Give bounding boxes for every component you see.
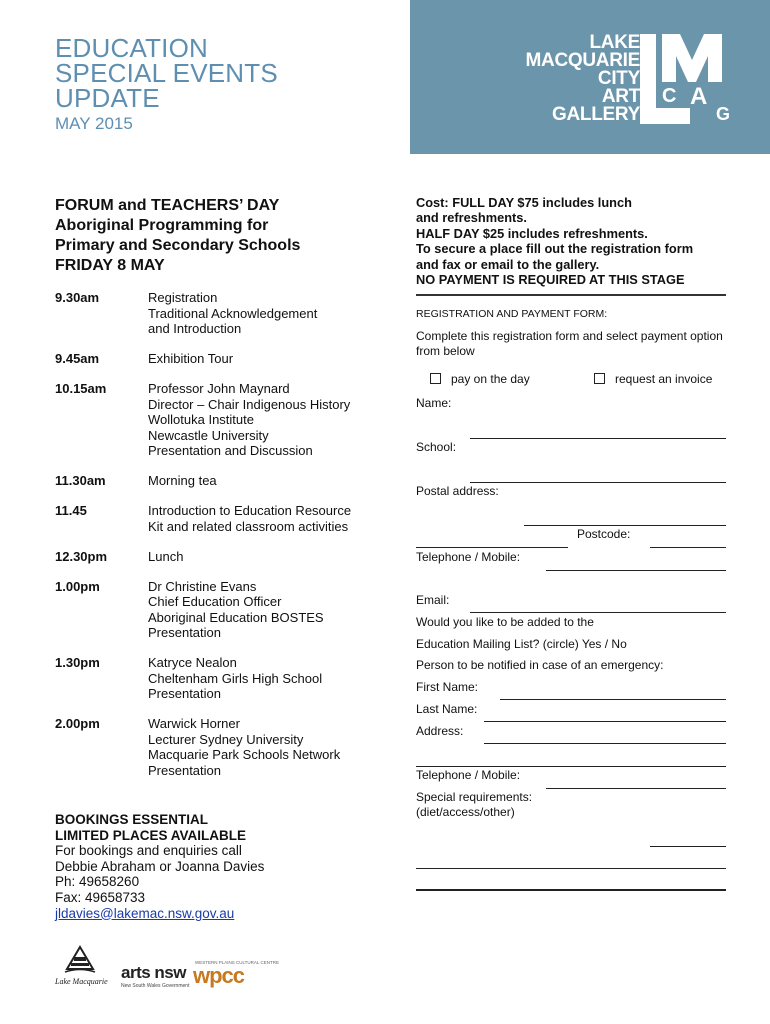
schedule-line: and Introduction [148, 321, 242, 336]
schedule-row [55, 655, 375, 702]
schedule-line: Lecturer Sydney University [148, 731, 304, 747]
special-requirements-label [416, 790, 532, 820]
cost-line: NO PAYMENT IS REQUIRED AT THIS STAGE [416, 272, 685, 288]
lmcag-monogram-icon [640, 34, 736, 124]
cost-line: and fax or email to the gallery. [416, 256, 600, 272]
schedule-line: Director – Chair Indigenous History [148, 396, 351, 412]
last-name-field[interactable] [484, 721, 726, 722]
schedule-row [55, 473, 375, 489]
bookings-info [55, 812, 264, 921]
school-label: School: [416, 440, 457, 454]
name-label: Name: [416, 396, 452, 410]
schedule-line: Traditional Acknowledgement [148, 305, 318, 321]
schedule-line: Wollotuka Institute [148, 412, 254, 427]
schedule-time: 11.30am [55, 473, 106, 488]
schedule-row [55, 549, 375, 565]
cost-line: HALF DAY $25 includes refreshments. [416, 225, 648, 241]
schedule-details [148, 655, 375, 702]
schedule-details [148, 381, 375, 459]
address-field[interactable] [484, 743, 726, 744]
first-name-label: First Name: [416, 680, 479, 694]
event-heading-line: Primary and Secondary Schools [55, 237, 301, 254]
arts-nsw-subtext: New South Wales Government [121, 983, 190, 989]
event-heading [55, 196, 300, 276]
partner-logos [55, 945, 305, 995]
schedule-line: Cheltenham Girls High School [148, 670, 323, 686]
logo-word: ART [601, 86, 640, 107]
schedule-line: Warwick Horner [148, 716, 240, 731]
lake-macquarie-emblem-icon [63, 945, 97, 975]
schedule-time: 1.30pm [55, 655, 100, 670]
title-line-1: EDUCATION [55, 33, 208, 63]
logo-word: MACQUARIE [525, 50, 640, 71]
schedule-details [148, 716, 375, 778]
email-field[interactable] [470, 612, 726, 613]
schedule-details [148, 351, 375, 367]
last-name-label: Last Name: [416, 702, 478, 716]
first-name-field[interactable] [500, 699, 726, 700]
schedule-line: Presentation [148, 762, 221, 778]
schedule-line: Introduction to Education Resource [148, 503, 352, 518]
title-line-2: SPECIAL EVENTS [55, 58, 278, 88]
telephone-field[interactable] [546, 570, 726, 571]
name-field[interactable] [470, 438, 726, 439]
page-title [55, 33, 278, 113]
schedule-row [55, 579, 375, 641]
logo-word: LAKE [589, 32, 640, 53]
arts-nsw-logo: arts nsw [121, 963, 186, 982]
form-bottom-rule [416, 889, 726, 891]
cost-line: To secure a place fill out the registration form [416, 241, 694, 257]
schedule-row [55, 351, 375, 367]
address-label: Address: [416, 724, 464, 738]
postal-address-field-2[interactable] [416, 547, 568, 548]
schedule-details [148, 503, 375, 534]
option-label: request an invoice [615, 372, 713, 386]
postal-address-field[interactable] [524, 525, 726, 526]
schedule-details [148, 290, 375, 337]
wpcc-subtext: WESTERN PLAINS CULTURAL CENTRE [195, 960, 280, 965]
svg-text:C: C [662, 85, 677, 107]
cost-line: Cost: FULL DAY $75 includes lunch [416, 195, 632, 210]
schedule-line: Macquarie Park Schools Network [148, 747, 341, 762]
limited-places: LIMITED PLACES AVAILABLE [55, 827, 246, 843]
schedule-line: Chief Education Officer [148, 594, 282, 609]
schedule-line: Presentation and Discussion [148, 443, 313, 458]
cost-line: and refreshments. [416, 210, 527, 226]
schedule-line: Registration [148, 290, 218, 305]
schedule-line: Katryce Nealon [148, 655, 237, 670]
special-line: Special requirements: [416, 790, 533, 804]
email-label: Email: [416, 593, 450, 607]
logo-word: GALLERY [552, 104, 640, 125]
form-heading: REGISTRATION AND PAYMENT FORM: [416, 308, 608, 320]
schedule-time: 1.00pm [55, 578, 100, 594]
bookings-essential: BOOKINGS ESSENTIAL [55, 812, 209, 827]
telephone2-label: Telephone / Mobile: [416, 768, 521, 782]
form-intro: Complete this registration form and select payment option from below [416, 329, 723, 358]
schedule-row [55, 290, 375, 337]
title-line-3: UPDATE [55, 83, 160, 113]
schedule-row [55, 503, 375, 534]
bookings-email-link[interactable]: jldavies@lakemac.nsw.gov.au [55, 905, 235, 921]
bookings-phone: Ph: 49658260 [55, 874, 140, 890]
divider [416, 294, 726, 296]
mailing-list-options[interactable]: Education Mailing List? (circle) Yes / No [416, 637, 627, 651]
schedule-time: 12.30pm [55, 548, 108, 564]
emergency-contact-label: Person to be notified in case of an emergency: [416, 658, 664, 672]
bookings-fax: Fax: 49658733 [55, 889, 146, 905]
schedule-details [148, 579, 375, 641]
option-label: pay on the day [451, 372, 530, 386]
schedule-row [55, 716, 375, 778]
bookings-contacts: Debbie Abraham or Joanna Davies [55, 858, 265, 874]
address-field-2[interactable] [416, 766, 726, 767]
schedule-line: Professor John Maynard [148, 381, 290, 396]
schedule-line: Kit and related classroom activities [148, 518, 349, 534]
cost-info [416, 195, 726, 287]
school-field[interactable] [470, 482, 726, 483]
schedule-time: 11.45 [55, 503, 87, 518]
schedule-line: Aboriginal Education BOSTES [148, 609, 324, 625]
schedule-row [55, 381, 375, 459]
schedule-time: 2.00pm [55, 716, 100, 731]
postal-address-label: Postal address: [416, 484, 499, 498]
event-heading-line: FORUM and TEACHERS’ DAY [55, 197, 280, 214]
telephone2-field[interactable] [546, 788, 726, 789]
schedule-line: Presentation [148, 625, 221, 640]
postcode-field[interactable] [650, 547, 726, 548]
schedule-time: 9.30am [55, 290, 100, 305]
postcode-label: Postcode: [577, 527, 631, 541]
schedule-line: Newcastle University [148, 427, 269, 443]
schedule-details [148, 473, 375, 489]
special-requirements-field-2[interactable] [416, 868, 726, 869]
schedule-time: 9.45am [55, 351, 100, 366]
gallery-logo-panel [410, 0, 770, 154]
lake-macquarie-logo-text: Lake Macquarie [55, 977, 108, 986]
event-schedule [55, 290, 375, 793]
schedule-time: 10.15am [55, 381, 107, 396]
issue-date: MAY 2015 [55, 114, 133, 133]
event-heading-line: FRIDAY 8 MAY [55, 257, 165, 274]
request-invoice-option[interactable] [594, 372, 712, 386]
gallery-logo-text [526, 34, 640, 124]
bookings-line: For bookings and enquiries call [55, 843, 242, 859]
logo-word: CITY [597, 68, 640, 89]
schedule-line: Morning tea [148, 473, 217, 488]
telephone-label: Telephone / Mobile: [416, 550, 521, 564]
svg-text:A: A [690, 83, 708, 110]
mailing-list-question: Would you like to be added to the [416, 615, 594, 629]
schedule-line: Dr Christine Evans [148, 578, 257, 594]
special-requirements-field[interactable] [650, 846, 726, 847]
checkbox-icon[interactable] [594, 373, 605, 384]
wpcc-logo: wpcc [193, 963, 245, 988]
special-line: (diet/access/other) [416, 805, 515, 819]
checkbox-icon[interactable] [430, 373, 441, 384]
event-heading-line: Aboriginal Programming for [55, 217, 269, 234]
svg-text:G: G [716, 104, 731, 124]
schedule-line: Lunch [148, 548, 184, 564]
schedule-line: Exhibition Tour [148, 351, 234, 366]
schedule-line: Presentation [148, 686, 221, 701]
schedule-details [148, 549, 375, 565]
pay-on-day-option[interactable] [430, 372, 530, 386]
